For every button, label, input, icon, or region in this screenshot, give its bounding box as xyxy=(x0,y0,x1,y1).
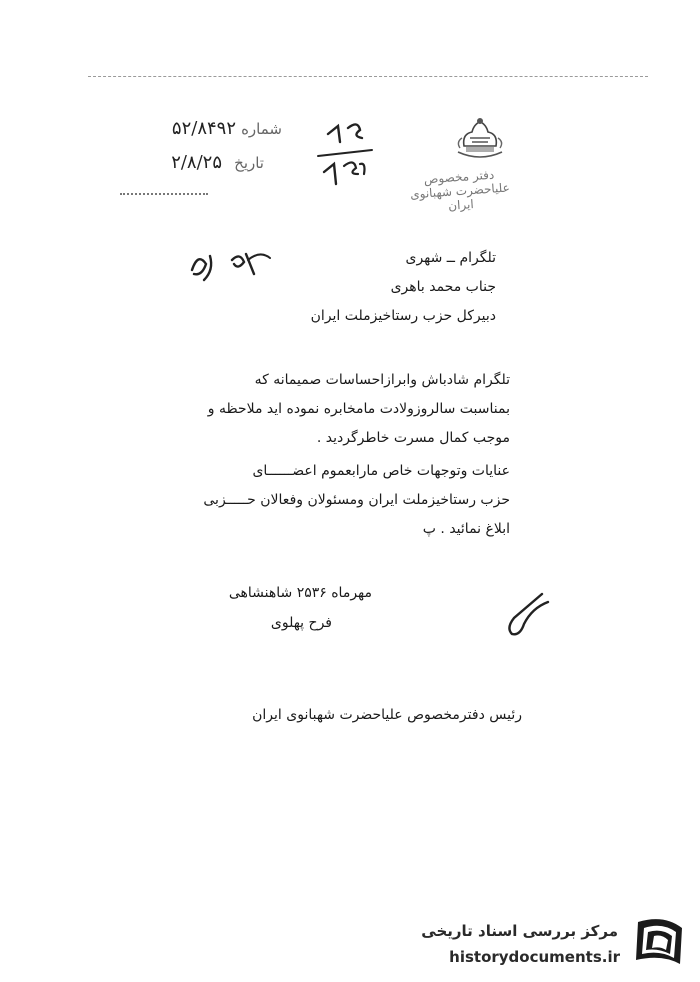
number-label: شماره xyxy=(241,120,282,138)
enclosure-dotted-line xyxy=(120,193,208,195)
telegram-recipient xyxy=(270,244,496,331)
watermark-name: مرکز بررسی اسناد تاریخی xyxy=(421,922,618,940)
number-value: ۵۲/۸۴۹۲ xyxy=(171,118,236,139)
handwritten-signature xyxy=(498,588,558,644)
document-date xyxy=(92,152,282,178)
recipient-title: دبیرکل حزب رستاخیزملت ایران xyxy=(310,308,496,324)
telegram-type: تلگرام ــ شهری xyxy=(405,250,496,266)
date-line: مهرماه ۲۵۳۶ شاهنشاهی xyxy=(228,585,372,601)
recipient-name: جناب محمد باهری xyxy=(390,279,496,295)
royal-crown-emblem-icon xyxy=(452,116,508,164)
body-line: ابلاغ نمائید . پ xyxy=(422,521,510,537)
signer-name: فرح پهلوی xyxy=(270,615,332,631)
message-body xyxy=(180,366,510,544)
top-divider xyxy=(88,76,648,77)
date-label: تاریخ xyxy=(234,154,264,172)
body-line: تلگرام شادباش وابرازاحساسات صمیمانه که xyxy=(254,372,510,388)
book-icon xyxy=(624,914,692,972)
body-line: موجب کمال مسرت خاطرگردید . xyxy=(316,430,510,446)
body-line: بمناسبت سالروزولادت مامخابره نموده اید ملاحظه و xyxy=(207,401,510,417)
handwritten-annotation xyxy=(184,240,280,288)
body-line: عنایات وتوجهات خاص مارابعموم اعضــــــای xyxy=(252,463,510,479)
body-line: حزب رستاخیزملت ایران ومسئولان وفعالان حـــــزبی xyxy=(203,492,510,508)
handwritten-reference-mark xyxy=(300,112,390,202)
office-name: دفتر مخصوص علیاحضرت شهبانوی ایران xyxy=(409,167,511,213)
date-value: ۲/۸/۲۵ xyxy=(171,152,222,173)
watermark-url: historydocuments.ir xyxy=(449,948,620,966)
document-number xyxy=(92,118,282,144)
footer-title: رئیس دفترمخصوص علیاحضرت شهبانوی ایران xyxy=(252,707,522,723)
